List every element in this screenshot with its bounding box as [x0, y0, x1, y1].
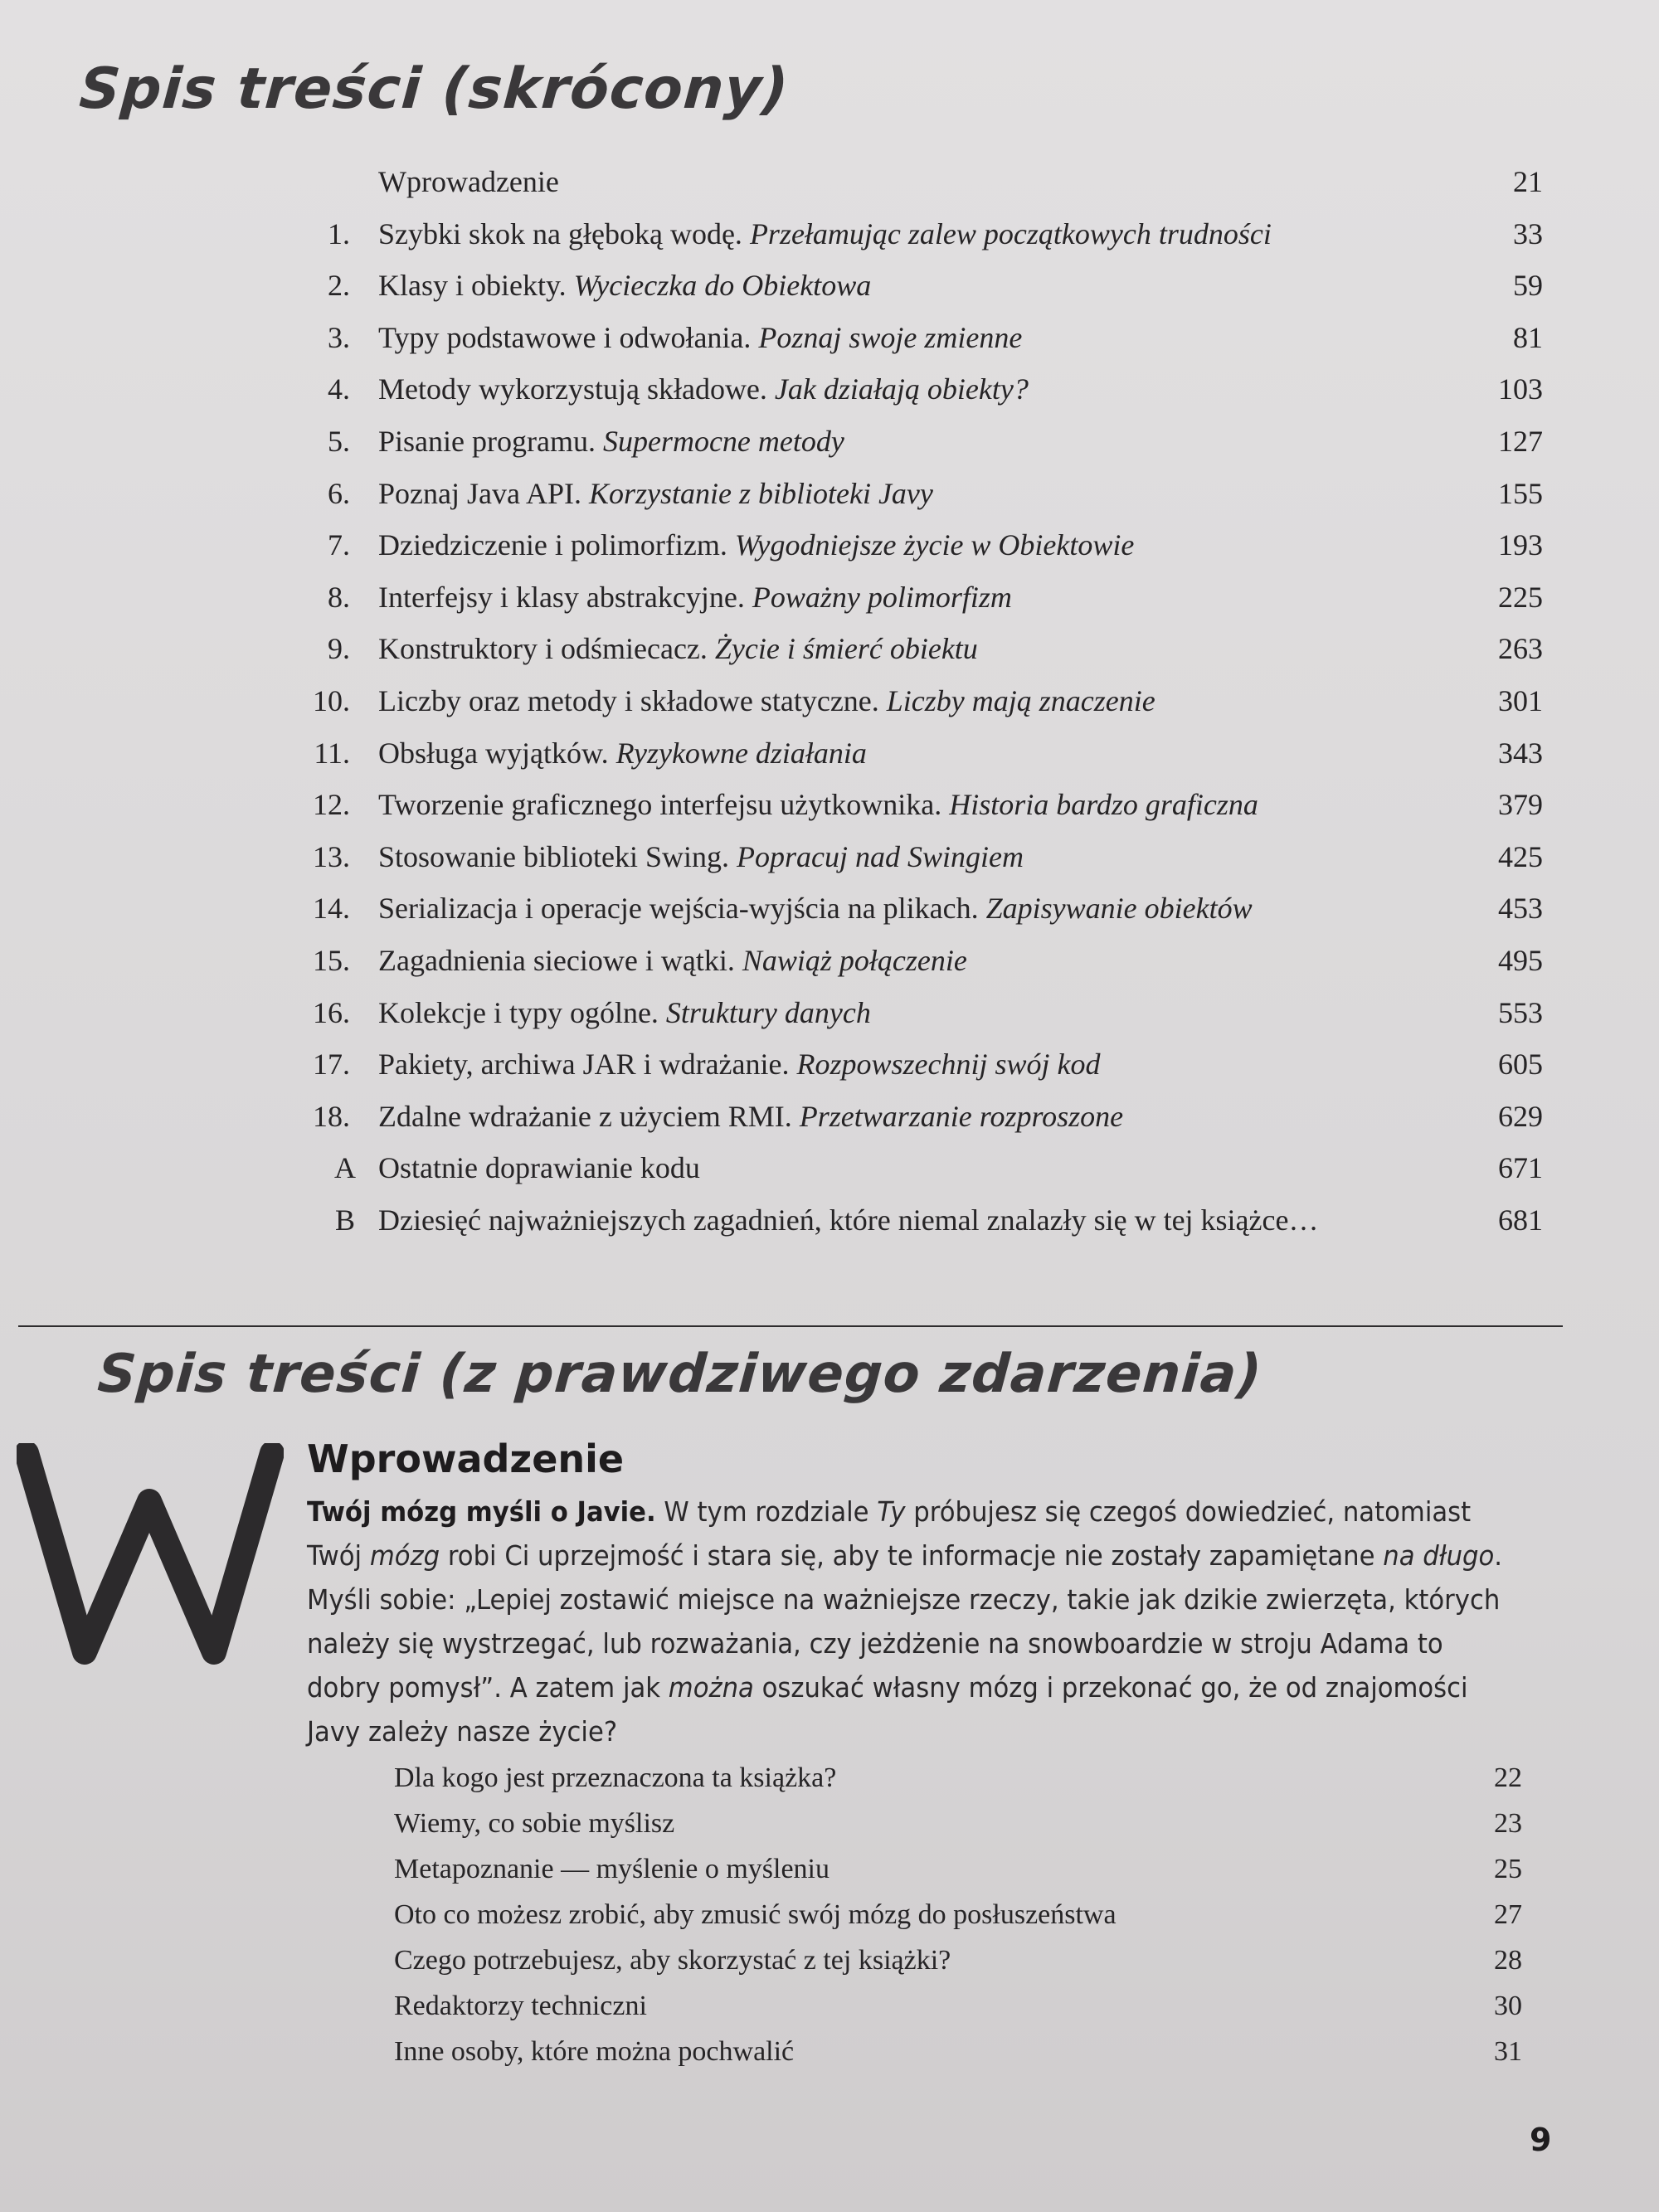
toc-entry-number: 6.: [328, 476, 350, 510]
toc-entry-page: 127: [1498, 424, 1543, 458]
intro-toc-entry[interactable]: [394, 1892, 1522, 1937]
toc-entry-title: Tworzenie graficznego interfejsu użytkownika.: [378, 788, 942, 822]
toc-entry-title: Konstruktory i odśmiecacz.: [378, 632, 708, 666]
toc-entry-subtitle: Wygodniejsze życie w Obiektowie: [734, 528, 1135, 562]
toc-entry-title: Stosowanie biblioteki Swing.: [378, 839, 729, 873]
toc-entry-page: 495: [1498, 943, 1543, 977]
intro-emphasis: na długo: [1383, 1539, 1495, 1572]
toc-entry-subtitle: Nawiąż połączenie: [742, 943, 967, 977]
toc-entry-title: Szybki skok na głęboką wodę.: [378, 216, 742, 250]
toc-entry-number: 14.: [313, 892, 350, 926]
toc-entry-page: 21: [1513, 165, 1543, 198]
toc-entry-text: [378, 468, 933, 520]
toc-entry-page: 681: [1498, 1203, 1543, 1237]
toc-entry-subtitle: Przetwarzanie rozproszone: [799, 1099, 1124, 1133]
toc-entry-title: Serializacja i operacje wejścia-wyjścia na plikach.: [378, 892, 979, 926]
toc-entry-page: 301: [1498, 683, 1543, 717]
intro-toc-entry-title: Redaktorzy techniczni: [394, 1991, 647, 2021]
toc-entry-text: [378, 571, 1012, 624]
toc-entry-number: 4.: [328, 372, 350, 406]
toc-entry-subtitle: Poważny polimorfizm: [752, 580, 1012, 614]
toc-entry[interactable]: [290, 519, 1543, 571]
intro-toc-entry-title: Dla kogo jest przeznaczona ta książka?: [394, 1762, 837, 1793]
toc-entry-page: 605: [1498, 1048, 1543, 1082]
toc-entry-title: Wprowadzenie: [378, 165, 559, 198]
toc-entry-text: [378, 519, 1134, 571]
toc-entry[interactable]: [290, 779, 1543, 831]
toc-entry-number: 13.: [313, 839, 350, 873]
toc-entry-title: Pakiety, archiwa JAR i wdrażanie.: [378, 1048, 790, 1082]
toc-entry-subtitle: Przełamując zalew początkowych trudności: [749, 216, 1272, 250]
toc-entry[interactable]: [290, 987, 1543, 1039]
intro-toc-entry-page: 27: [1494, 1899, 1522, 1930]
toc-entry-number: 10.: [313, 683, 350, 717]
toc-entry[interactable]: [290, 1091, 1543, 1143]
toc-entry-number: 12.: [313, 788, 350, 822]
toc-entry-text: [378, 416, 844, 468]
toc-entry-title: Liczby oraz metody i składowe statyczne.: [378, 683, 879, 717]
intro-toc-entry[interactable]: [394, 1846, 1522, 1892]
toc-entry-number: 2.: [328, 269, 350, 303]
toc-entry-number: 5.: [328, 424, 350, 458]
short-toc-list: [290, 156, 1543, 1246]
toc-entry[interactable]: [290, 312, 1543, 364]
toc-entry-number: 15.: [313, 943, 350, 977]
intro-text: próbujesz się czegoś dowiedzieć, natomiast Twój: [307, 1495, 1472, 1572]
intro-toc-entry-title: Czego potrzebujesz, aby skorzystać z tej książki?: [394, 1945, 951, 1976]
toc-entry-number: 9.: [328, 632, 350, 666]
toc-entry[interactable]: [290, 675, 1543, 727]
intro-toc-entry[interactable]: [394, 1983, 1522, 2029]
toc-entry[interactable]: [290, 1038, 1543, 1091]
toc-entry-title: Zdalne wdrażanie z użyciem RMI.: [378, 1099, 792, 1133]
toc-entry[interactable]: [290, 935, 1543, 987]
toc-entry-text: [378, 312, 1022, 364]
toc-entry-text: [378, 623, 978, 675]
toc-entry-number: 7.: [328, 528, 350, 562]
intro-chapter-title: Wprowadzenie: [307, 1437, 625, 1481]
toc-entry-text: [378, 675, 1155, 727]
toc-entry[interactable]: [290, 571, 1543, 624]
intro-toc-entry-page: 28: [1494, 1945, 1522, 1976]
toc-entry-appendix-letter: B: [334, 1203, 355, 1237]
toc-entry-title: Metody wykorzystują składowe.: [378, 372, 767, 406]
toc-entry-page: 343: [1498, 736, 1543, 770]
toc-entry-text: [378, 1038, 1101, 1091]
toc-entry-page: 553: [1498, 995, 1543, 1029]
toc-entry-number: 16.: [313, 995, 350, 1029]
toc-entry-number: 8.: [328, 580, 350, 614]
toc-entry-page: 453: [1498, 892, 1543, 926]
toc-entry-appendix-letter: A: [334, 1151, 356, 1185]
toc-entry-text: [378, 727, 867, 780]
toc-entry-number: 1.: [328, 216, 350, 250]
toc-entry-number: 17.: [313, 1048, 350, 1082]
toc-entry[interactable]: [290, 623, 1543, 675]
intro-toc-entry-title: Inne osoby, które można pochwalić: [394, 2036, 795, 2067]
toc-entry-page: 103: [1498, 372, 1543, 406]
toc-entry-title: Interfejsy i klasy abstrakcyjne.: [378, 580, 745, 614]
toc-entry-text: [378, 987, 871, 1039]
intro-toc-entry[interactable]: [394, 1937, 1522, 1983]
dropcap-w-letter: [17, 1443, 284, 1667]
toc-entry-subtitle: Wycieczka do Obiektowa: [573, 269, 872, 303]
toc-entry[interactable]: [290, 208, 1543, 260]
page-number: 9: [1530, 2122, 1552, 2158]
toc-entry-page: 629: [1498, 1099, 1543, 1133]
toc-entry-subtitle: Popracuj nad Swingiem: [737, 839, 1024, 873]
toc-entry-text: [378, 208, 1272, 260]
toc-entry-page: 33: [1513, 216, 1543, 250]
section-divider: [18, 1325, 1563, 1327]
toc-entry-page: 155: [1498, 476, 1543, 510]
intro-paragraph: [307, 1490, 1511, 1753]
toc-entry-text: [378, 882, 1253, 935]
toc-entry[interactable]: [290, 416, 1543, 468]
toc-entry[interactable]: [290, 156, 1543, 208]
intro-toc-entry-title: Wiemy, co sobie myślisz: [394, 1808, 675, 1839]
toc-entry-page: 379: [1498, 788, 1543, 822]
toc-entry-subtitle: Struktury danych: [665, 995, 871, 1029]
intro-toc-entry-title: Oto co możesz zrobić, aby zmusić swój mózg do posłuszeństwa: [394, 1899, 1117, 1930]
toc-entry-subtitle: Korzystanie z biblioteki Javy: [588, 476, 933, 510]
intro-toc-entry-page: 25: [1494, 1854, 1522, 1884]
toc-entry-page: 425: [1498, 839, 1543, 873]
toc-entry-text: [378, 935, 967, 987]
toc-entry-page: 225: [1498, 580, 1543, 614]
toc-entry[interactable]: [290, 363, 1543, 416]
toc-entry[interactable]: [290, 260, 1543, 312]
toc-entry-subtitle: Ryzykowne działania: [615, 736, 867, 770]
toc-entry-text: [378, 260, 871, 312]
toc-entry-page: 671: [1498, 1151, 1543, 1185]
intro-emphasis: mózg: [369, 1539, 440, 1572]
toc-entry-subtitle: Rozpowszechnij swój kod: [796, 1048, 1101, 1082]
toc-entry-title: Ostatnie doprawianie kodu: [378, 1151, 700, 1185]
toc-entry-number: 11.: [314, 736, 350, 770]
intro-toc-entry[interactable]: [394, 2029, 1522, 2074]
toc-entry[interactable]: [290, 882, 1543, 935]
toc-entry-text: [378, 1091, 1123, 1143]
toc-entry-subtitle: Liczby mają znaczenie: [886, 683, 1155, 717]
intro-emphasis: Ty: [877, 1495, 906, 1528]
toc-entry-title: Pisanie programu.: [378, 424, 596, 458]
toc-entry-text: [378, 363, 1029, 416]
intro-toc-entry-title: Metapoznanie — myślenie o myśleniu: [394, 1854, 830, 1884]
intro-section: [307, 1435, 1518, 1753]
toc-entry[interactable]: [290, 1194, 1543, 1247]
toc-entry-title: Obsługa wyjątków.: [378, 736, 609, 770]
toc-entry-text: [378, 779, 1258, 831]
toc-entry-title: Typy podstawowe i odwołania.: [378, 320, 752, 354]
toc-entry-page: 81: [1513, 320, 1543, 354]
intro-toc-entry-page: 31: [1494, 2036, 1522, 2067]
intro-toc-entry[interactable]: [394, 1801, 1522, 1846]
intro-text: . Myśli sobie: „Lepiej zostawić miejsce na ważniejsze rzeczy, takie jak dzikie zwierzęta, których należy się wystrzegać, lub rozważania, czy jeżdżenie na snowboardzie w stroju Adama to dobry pomysł”. A zatem jak: [307, 1539, 1503, 1704]
toc-entry-title: Dziesięć najważniejszych zagadnień, które niemal znalazły się w tej książce…: [378, 1203, 1319, 1237]
toc-entry-text: [378, 831, 1024, 883]
toc-entry-title: Dziedziczenie i polimorfizm.: [378, 528, 727, 562]
toc-entry-page: 193: [1498, 528, 1543, 562]
intro-emphasis: można: [668, 1671, 754, 1704]
toc-entry-subtitle: Jak działają obiekty?: [774, 372, 1029, 406]
toc-entry-subtitle: Życie i śmierć obiektu: [714, 632, 978, 666]
intro-toc-entry[interactable]: [394, 1755, 1522, 1801]
toc-entry[interactable]: [290, 1142, 1543, 1194]
toc-entry-subtitle: Historia bardzo graficzna: [949, 788, 1258, 822]
toc-entry[interactable]: [290, 468, 1543, 520]
full-toc-title: Spis treści (z prawdziwego zdarzenia): [95, 1344, 1265, 1405]
intro-toc-list: [394, 1755, 1522, 2074]
short-toc-title: Spis treści (skrócony): [77, 56, 791, 122]
toc-entry-title: Poznaj Java API.: [378, 476, 581, 510]
toc-entry-page: 263: [1498, 632, 1543, 666]
intro-text: W tym rozdziale: [655, 1495, 878, 1528]
toc-entry-text: [378, 1142, 700, 1194]
toc-entry-text: [378, 156, 559, 208]
toc-entry-subtitle: Zapisywanie obiektów: [985, 892, 1253, 926]
intro-lead: Twój mózg myśli o Javie.: [307, 1495, 656, 1528]
toc-entry-number: 18.: [313, 1099, 350, 1133]
intro-text: oszukać własny mózg i przekonać go, że od znajomości Javy zależy nasze życie?: [307, 1671, 1468, 1748]
toc-entry-title: Kolekcje i typy ogólne.: [378, 995, 659, 1029]
toc-entry-title: Klasy i obiekty.: [378, 269, 567, 303]
toc-entry[interactable]: [290, 727, 1543, 780]
toc-entry-title: Zagadnienia sieciowe i wątki.: [378, 943, 735, 977]
toc-entry-page: 59: [1513, 269, 1543, 303]
intro-toc-entry-page: 22: [1494, 1762, 1522, 1793]
toc-entry-text: [378, 1194, 1318, 1247]
toc-entry[interactable]: [290, 831, 1543, 883]
toc-entry-number: 3.: [328, 320, 350, 354]
intro-toc-entry-page: 30: [1494, 1991, 1522, 2021]
toc-entry-subtitle: Supermocne metody: [602, 424, 844, 458]
intro-text: robi Ci uprzejmość i stara się, aby te informacje nie zostały zapamiętane: [440, 1539, 1384, 1572]
toc-entry-subtitle: Poznaj swoje zmienne: [758, 320, 1023, 354]
intro-toc-entry-page: 23: [1494, 1808, 1522, 1839]
